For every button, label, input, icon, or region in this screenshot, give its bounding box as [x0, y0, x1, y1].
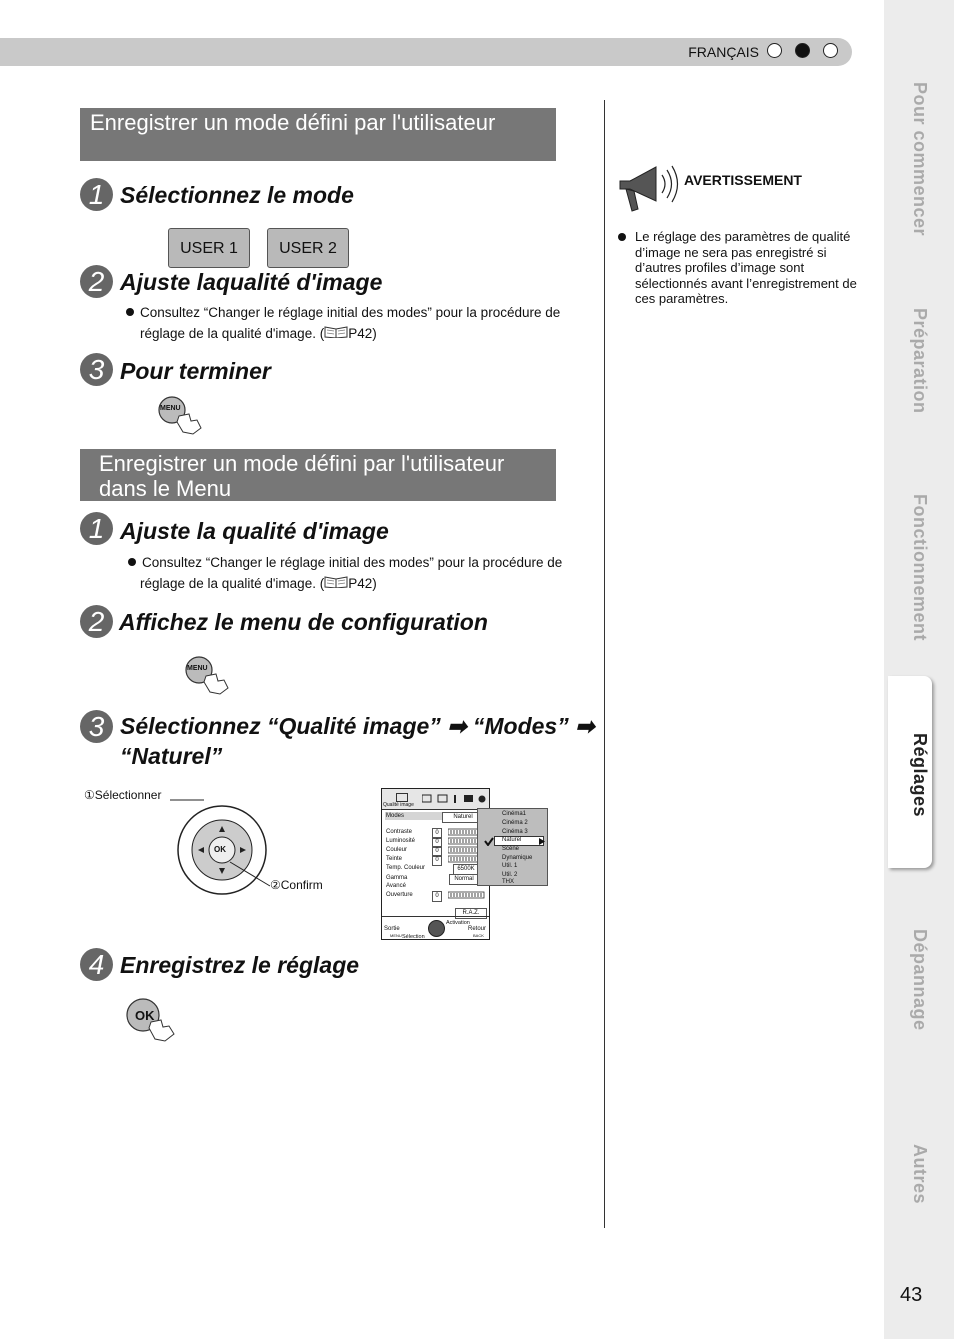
osd-row-label: Temp. Couleur [386, 865, 426, 871]
tab-fonctionnement[interactable]: Fonctionnement [910, 494, 930, 641]
osd-dpad-icon [428, 920, 445, 937]
step-number: 3 [80, 710, 113, 743]
ok-button-icon[interactable] [126, 998, 180, 1047]
osd-back-label: Retour [468, 926, 487, 932]
page-number: 43 [900, 1284, 923, 1306]
megaphone-icon [616, 161, 680, 215]
osd-menu [381, 788, 490, 940]
osd-popup-item: Cinéma 3 [502, 829, 528, 835]
osd-reset-button: R.A.Z. [455, 908, 487, 919]
menu-button-icon[interactable] [184, 656, 234, 701]
osd-row-label: Luminosité [386, 838, 416, 844]
osd-row-label: Couleur [386, 847, 408, 853]
osd-back-key: BACK [473, 933, 484, 938]
osd-row-label: Contraste [386, 829, 413, 835]
osd-row-value: Normal [449, 874, 479, 885]
tab-preparation[interactable]: Préparation [910, 308, 930, 414]
menu-label: MENU [187, 665, 208, 672]
circle-filled-icon [795, 43, 810, 58]
osd-popup-item: Util. 1 [502, 863, 518, 869]
osd-popup-item: Util. 2 [502, 872, 518, 878]
menu-button-icon[interactable] [157, 396, 207, 441]
osd-tab-label: Qualité image [383, 802, 414, 808]
osd-popup-item: Scène [502, 846, 520, 852]
osd-popup-item: THX [502, 879, 514, 885]
user1-button[interactable]: USER 1 [168, 228, 250, 268]
circle-empty-icon [823, 43, 838, 58]
osd-row-value: 0 [432, 837, 442, 848]
osd-popup-item: Dynamique [502, 855, 533, 861]
osd-activate-label: Activation [446, 920, 470, 926]
osd-row-label: Avancé [386, 883, 406, 889]
circle-empty-icon [767, 43, 782, 58]
book-icon [324, 325, 348, 338]
ok-label: OK [135, 1008, 155, 1023]
confirm-label: ②Confirm [270, 878, 323, 892]
osd-select-label: Sélection [402, 934, 425, 940]
step-label: Pour terminer [120, 358, 271, 384]
ok-key-label: OK [214, 845, 226, 854]
step-label-cont: “Naturel” [120, 743, 223, 769]
step-number: 4 [80, 948, 113, 981]
step-label: Sélectionnez le mode [120, 182, 354, 208]
step-note: Consultez “Changer le réglage initial des modes” pour la procédure de réglage de la qualité d'image. ( P42) [128, 552, 598, 594]
osd-row-value: 0 [432, 855, 442, 866]
osd-row-value: 6500K [453, 864, 479, 875]
osd-row-label: Ouverture [386, 892, 413, 898]
warning-text: Le réglage des paramètres de qualité d’image ne sera pas enregistré si d’autres profiles d’image sont sélectionnés avant l’enregistrement de ces paramètres. [618, 229, 874, 307]
osd-row-value: 0 [432, 891, 442, 902]
step-label: Ajuste la qualité d'image [120, 518, 389, 544]
bullet-icon [618, 233, 626, 241]
tab-depannage[interactable]: Dépannage [910, 929, 930, 1031]
osd-menu-key: MENU [390, 933, 402, 938]
language-label: FRANÇAIS [688, 44, 759, 60]
book-icon [324, 575, 348, 588]
tab-autres[interactable]: Autres [910, 1144, 930, 1205]
picture-icon [396, 793, 408, 802]
step-number: 1 [80, 178, 113, 211]
tab-reglages[interactable]: Réglages [910, 733, 930, 818]
select-label: ①Sélectionner [84, 788, 162, 802]
arrow-right-icon [539, 838, 545, 845]
step-number: 1 [80, 512, 113, 545]
osd-popup-item: Cinéma 2 [502, 820, 528, 826]
step-label: Ajuste laqualité d'image [120, 269, 383, 295]
section-title-2: Enregistrer un mode défini par l'utilisateur dans le Menu [80, 449, 556, 501]
osd-popup-item: Naturel [502, 837, 522, 843]
warning-title: AVERTISSEMENT [684, 172, 802, 188]
step-label: Affichez le menu de configuration [119, 609, 488, 635]
step-number: 2 [80, 605, 113, 638]
osd-footer-divider [382, 916, 489, 917]
osd-exit-label: Sortie [384, 926, 400, 932]
osd-row-value: 0 [432, 828, 442, 839]
osd-row-value: Naturel [442, 812, 484, 823]
step-number: 2 [80, 265, 113, 298]
tab-pour-commencer[interactable]: Pour commencer [910, 82, 930, 237]
check-icon [484, 837, 494, 846]
bullet-icon [128, 558, 136, 566]
step-label: Enregistrez le réglage [120, 952, 360, 978]
step-label: Sélectionnez “Qualité image” ➡ “Modes” ➡ [120, 713, 595, 739]
step-note: Consultez “Changer le réglage initial des modes” pour la procédure de réglage de la qualité d'image. ( P42) [126, 302, 596, 344]
bullet-icon [126, 308, 134, 316]
osd-popup-item: Cinéma1 [502, 811, 527, 817]
osd-row-label: Teinte [386, 856, 403, 862]
step-number: 3 [80, 353, 113, 386]
section-title-1: Enregistrer un mode défini par l'utilisateur [80, 108, 556, 161]
menu-label: MENU [160, 405, 181, 412]
osd-row-label: Modes [386, 813, 405, 819]
user2-button[interactable]: USER 2 [267, 228, 349, 268]
osd-row-label: Gamma [386, 875, 408, 881]
column-divider [604, 100, 605, 1228]
osd-row-value: 0 [432, 846, 442, 857]
osd-mode-popup [477, 808, 548, 886]
settings-tab-icons [422, 794, 486, 804]
